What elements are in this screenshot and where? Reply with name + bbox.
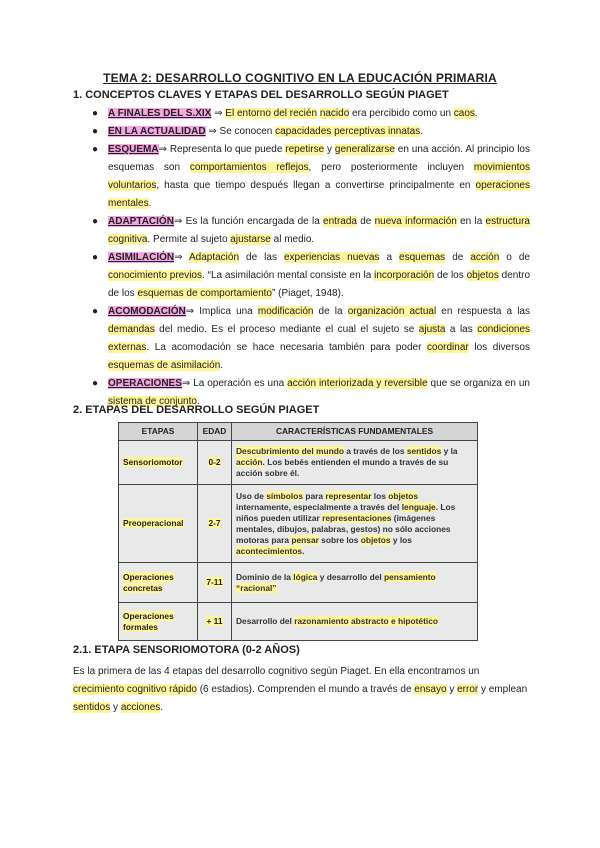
highlight: acciones (120, 702, 161, 713)
text: . La acomodación se hace necesaria también para poder (146, 342, 428, 353)
highlight: caos (453, 108, 475, 119)
age-cell (198, 603, 232, 641)
highlight: acción (236, 457, 263, 467)
stage-cell (119, 441, 198, 485)
stage-cell (119, 563, 198, 603)
highlight: objetos (388, 490, 419, 501)
text: y emplean (478, 684, 528, 695)
text: y (110, 702, 121, 713)
age-value: 2-7 (208, 518, 221, 528)
text: los diversos (468, 342, 530, 353)
text: . (302, 545, 305, 556)
text: . (148, 198, 152, 209)
age-value: 0-2 (208, 457, 221, 467)
table-row (119, 603, 478, 641)
text: . (220, 360, 224, 371)
stages-table (118, 422, 478, 641)
text: Implica una (199, 306, 258, 317)
highlight: acción interiorizada y reversible (287, 378, 428, 389)
list-item (91, 249, 531, 303)
highlight: coordinar (427, 342, 469, 353)
text: y los (390, 534, 412, 545)
highlight: generalizarse (334, 144, 395, 155)
highlight: entrada (323, 216, 357, 227)
highlight: esquemas de comportamiento (137, 288, 272, 299)
concept-term: OPERACIONES (108, 378, 182, 389)
characteristics-cell (232, 603, 478, 641)
text: dentro de los (108, 270, 531, 299)
section-2-1-heading: 2.1. ETAPA SENSORIOMOTORA (0-2 AÑOS) (73, 644, 300, 656)
text: Desarrollo del (236, 616, 295, 626)
column-header-characteristics: CARACTERÍSTICAS FUNDAMENTALES (232, 423, 478, 441)
concept-term: ADAPTACIÓN (108, 216, 174, 227)
stage-cell (119, 485, 198, 563)
column-header-age: EDAD (198, 423, 232, 441)
concept-term: ESQUEMA (108, 144, 159, 155)
characteristics-cell (232, 563, 478, 603)
text: del medio. Es el proceso mediante el cual el sujeto se (154, 324, 419, 335)
highlight: demandas (108, 324, 155, 335)
list-item (91, 303, 530, 375)
highlight: repetirse (285, 144, 325, 155)
list-item (91, 141, 530, 213)
list-item (91, 123, 530, 141)
text: y (446, 684, 458, 695)
highlight: ensayo (414, 684, 447, 695)
highlight: lenguaje (401, 501, 436, 512)
text: , hasta que tiempo después llegan a convertirse principalmente en (156, 180, 476, 191)
highlight: estructura cognitiva (108, 216, 530, 245)
text: a las (445, 324, 478, 335)
text: al medio. (270, 234, 315, 245)
text: (imágenes mentales, dibujos, palabras, gestos) no sólo acciones motoras para (236, 512, 451, 545)
highlight: nueva información (374, 216, 457, 227)
arrow-icon: ⇒ (211, 108, 226, 119)
table-row (119, 563, 478, 603)
age-cell (198, 441, 232, 485)
highlight: El entorno del recién (225, 108, 318, 119)
text: Representa lo que puede (169, 144, 286, 155)
highlight: operaciones mentales (108, 180, 530, 209)
bullet-icon: ● (91, 144, 99, 155)
highlight: experiencias nuevas (284, 252, 380, 263)
highlight: movimientos voluntarios (108, 162, 530, 191)
arrow-icon: ⇒ (181, 378, 194, 389)
highlight: esquemas de asimilación (108, 360, 221, 371)
arrow-icon: ⇒ (158, 144, 170, 155)
age-value: + 11 (206, 616, 223, 626)
highlight: ajusta (418, 324, 446, 335)
highlight: capacidades perceptivas innatas (275, 126, 421, 137)
text: en una acción. Al principio los esquemas son (108, 144, 530, 173)
section-2-1-paragraph (73, 663, 528, 717)
highlight: sentidos (406, 446, 442, 456)
concept-term: EN LA ACTUALIDAD (108, 126, 206, 137)
arrow-icon: ⇒ (205, 126, 220, 137)
text: . (196, 396, 200, 407)
text: de las (239, 252, 284, 263)
text: internamente, especialmente a través del (236, 501, 402, 512)
age-value: 7-11 (206, 577, 223, 587)
text: de (356, 216, 375, 227)
section-2-heading: 2. ETAPAS DEL DESARROLLO SEGÚN PIAGET (73, 404, 320, 416)
text: de (445, 252, 471, 263)
text: o de (499, 252, 530, 263)
highlight: símbolos (266, 490, 304, 501)
text: . (420, 126, 424, 137)
text: . Permite al sujeto (147, 234, 231, 245)
list-item (91, 105, 530, 123)
text: en la (456, 216, 486, 227)
highlight: Descubrimiento del mundo (236, 446, 344, 456)
arrow-icon: ⇒ (173, 216, 186, 227)
bullet-icon: ● (91, 108, 99, 119)
page-title: TEMA 2: DESARROLLO COGNITIVO EN LA EDUCACIÓN PRIMARIA (103, 71, 497, 85)
highlight: razonamiento abstracto e hipotético (294, 616, 438, 626)
text: sobre los (318, 534, 361, 545)
stage-name: Operaciones concretas (123, 571, 174, 593)
text: (6 estadios). Comprenden el mundo a través de (196, 684, 415, 695)
text: que se organiza en un (427, 378, 530, 389)
text: Dominio de la (236, 571, 294, 582)
stage-name: Sensoriomotor (123, 457, 183, 467)
concept-list (90, 105, 530, 411)
bullet-icon: ● (91, 126, 99, 137)
highlight: sentidos (73, 702, 111, 713)
highlight: acontecimientos (236, 545, 303, 556)
characteristics-cell (232, 441, 478, 485)
text: La operación es una (193, 378, 288, 389)
text: , pero posteriormente incluyen (308, 162, 474, 173)
stage-cell (119, 603, 198, 641)
highlight: crecimiento cognitivo rápido (73, 684, 197, 695)
text: Es la primera de las 4 etapas del desarrollo cognitivo según Piaget. En ella encontramos un (73, 666, 480, 677)
highlight: error (457, 684, 479, 695)
bullet-icon: ● (91, 216, 99, 227)
table-header-row (119, 423, 478, 441)
highlight: lógica (293, 571, 318, 582)
highlight: incorporación (374, 270, 435, 281)
text: . “La asimilación mental consiste en la (202, 270, 375, 281)
highlight: conocimiento previos (108, 270, 202, 281)
arrow-icon: ⇒ (174, 252, 189, 263)
column-header-stages: ETAPAS (119, 423, 198, 441)
concept-term: A FINALES DEL S.XIX (108, 108, 212, 119)
highlight: Adaptación (188, 252, 240, 263)
highlight: acción (470, 252, 500, 263)
text: Se conocen (219, 126, 276, 137)
age-cell (198, 485, 232, 563)
highlight: nacido (319, 108, 350, 119)
bullet-icon: ● (91, 252, 99, 263)
section-1-heading: 1. CONCEPTOS CLAVES Y ETAPAS DEL DESARROLLO SEGÚN PIAGET (73, 89, 449, 101)
age-cell (198, 563, 232, 603)
text: en respuesta a las (436, 306, 530, 317)
highlight: objetos (360, 534, 391, 545)
text: . Los bebés entienden el mundo a través de su acción sobre él. (236, 457, 449, 478)
text: ” (Piaget, 1948). (272, 288, 344, 299)
highlight: comportamientos reflejos (189, 162, 309, 173)
highlight: representar (325, 490, 372, 501)
highlight: condiciones externas (108, 324, 530, 353)
text: era percibido como un (349, 108, 454, 119)
table-row (119, 441, 478, 485)
text: . Los niños pueden utilizar (236, 501, 456, 523)
highlight: ajustarse (230, 234, 271, 245)
text: para (303, 490, 326, 501)
text: Uso de (236, 490, 267, 501)
text: a (379, 252, 400, 263)
text: y (324, 144, 335, 155)
text: de los (434, 270, 467, 281)
text: a través de los (343, 446, 407, 456)
characteristics-cell (232, 485, 478, 563)
text: . (160, 702, 164, 713)
text: y la (441, 446, 458, 456)
highlight: sistema de conjunto (108, 396, 197, 407)
highlight: pensar (291, 534, 319, 545)
highlight: esquemas (399, 252, 446, 263)
text: de la (313, 306, 348, 317)
highlight: objetos (466, 270, 499, 281)
table-row (119, 485, 478, 563)
bullet-icon: ● (91, 378, 99, 389)
concept-term: ACOMODACIÓN (108, 306, 186, 317)
text: . (474, 108, 478, 119)
list-item (91, 213, 530, 249)
highlight: representaciones (322, 512, 392, 523)
text: Es la función encargada de la (185, 216, 324, 227)
highlight: pensamiento “racional” (236, 571, 436, 593)
bullet-icon: ● (91, 306, 99, 317)
concept-term: ASIMILACIÓN (108, 252, 175, 263)
text: y desarrollo del (317, 571, 385, 582)
arrow-icon: ⇒ (185, 306, 200, 317)
stage-name: Preoperacional (123, 518, 184, 528)
highlight: organización actual (347, 306, 437, 317)
highlight: modificación (257, 306, 314, 317)
text: los (371, 490, 389, 501)
stage-name: Operaciones formales (123, 610, 174, 632)
